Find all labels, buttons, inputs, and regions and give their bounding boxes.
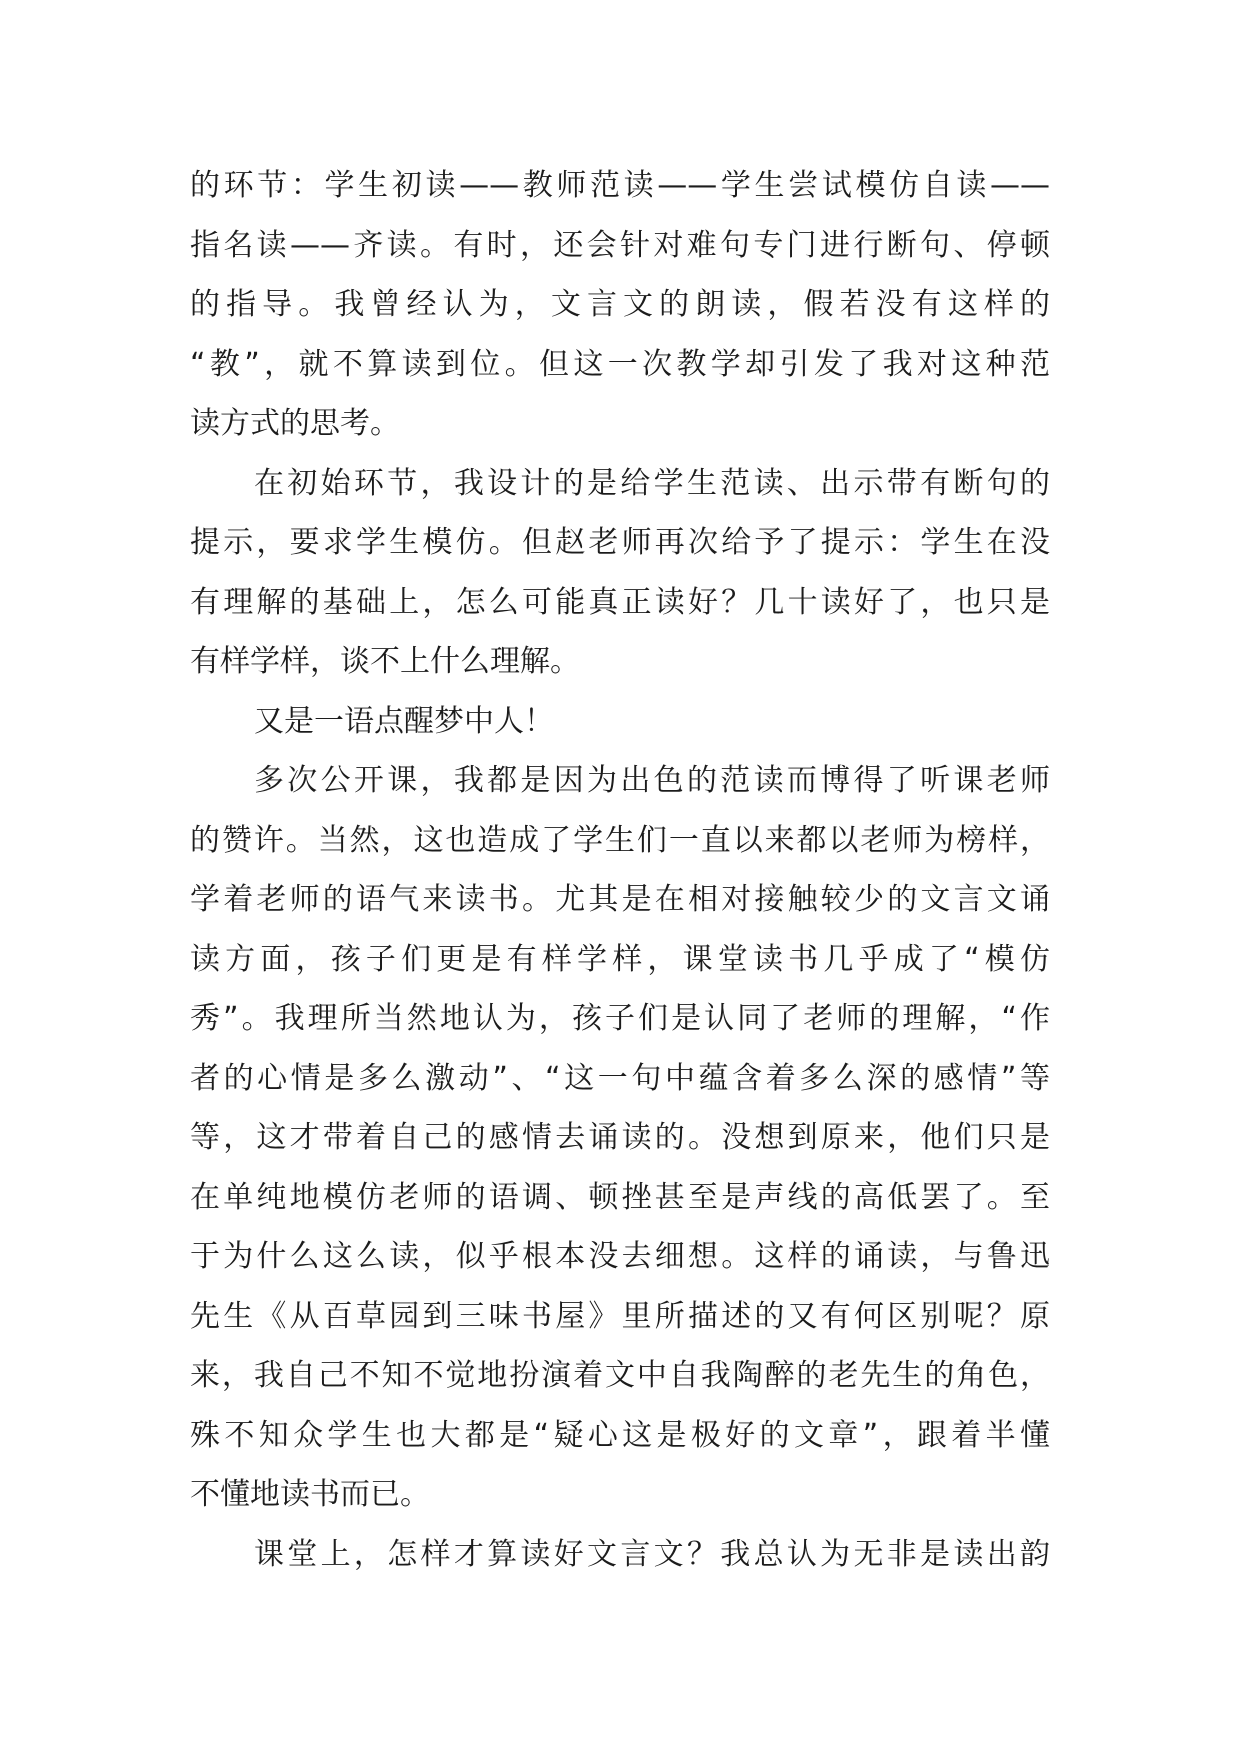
text-line: 于为什么这么读，似乎根本没去细想。这样的诵读，与鲁迅 [190,1239,1050,1274]
text-line: 先生《从百草园到三味书屋》里所描述的又有何区别呢？原 [190,1298,1050,1334]
text-line: 指名读——齐读。有时，还会针对难句专门进行断句、停顿 [190,227,1050,263]
text-line: 不懂地读书而已。 [190,1477,430,1512]
paragraph-first-line: 又是一语点醒梦中人！ [254,703,554,739]
text-line: 等，这才带着自己的感情去诵读的。没想到原来，他们只是 [190,1120,1050,1155]
text-line: 者的心情是多么激动”、“这一句中蕴含着多么深的感情”等 [190,1060,1050,1096]
body-text [190,156,1050,1584]
paragraph-first-line: 在初始环节，我设计的是给学生范读、出示带有断句的 [254,465,1050,501]
paragraph-first-line: 多次公开课，我都是因为出色的范读而博得了听课老师 [254,763,1050,798]
text-line: 在单纯地模仿老师的语调、顿挫甚至是声线的高低罢了。至 [190,1179,1050,1215]
text-line: 的指导。我曾经认为，文言文的朗读，假若没有这样的 [190,287,1050,322]
text-line: “教”，就不算读到位。但这一次教学却引发了我对这种范 [190,346,1050,382]
text-line: 的环节：学生初读——教师范读——学生尝试模仿自读—— [190,168,1050,203]
text-line: 来，我自己不知不觉地扮演着文中自我陶醉的老先生的角色， [190,1358,1050,1393]
text-line: 的赞许。当然，这也造成了学生们一直以来都以老师为榜样， [190,822,1050,858]
paragraph-first-line: 课堂上，怎样才算读好文言文？我总认为无非是读出韵 [254,1536,1050,1572]
text-line: 读方式的思考。 [190,406,400,441]
text-line: 有理解的基础上，怎么可能真正读好？几十读好了，也只是 [190,584,1050,620]
text-line: 学着老师的语气来读书。尤其是在相对接触较少的文言文诵 [190,882,1050,917]
text-line: 殊不知众学生也大都是“疑心这是极好的文章”，跟着半懂 [190,1417,1050,1453]
text-line: 秀”。我理所当然地认为，孩子们是认同了老师的理解，“作 [190,1001,1050,1036]
text-line: 读方面，孩子们更是有样学样，课堂读书几乎成了“模仿 [190,941,1050,977]
text-line: 提示，要求学生模仿。但赵老师再次给予了提示：学生在没 [190,525,1050,560]
text-line: 有样学样，谈不上什么理解。 [190,644,580,679]
